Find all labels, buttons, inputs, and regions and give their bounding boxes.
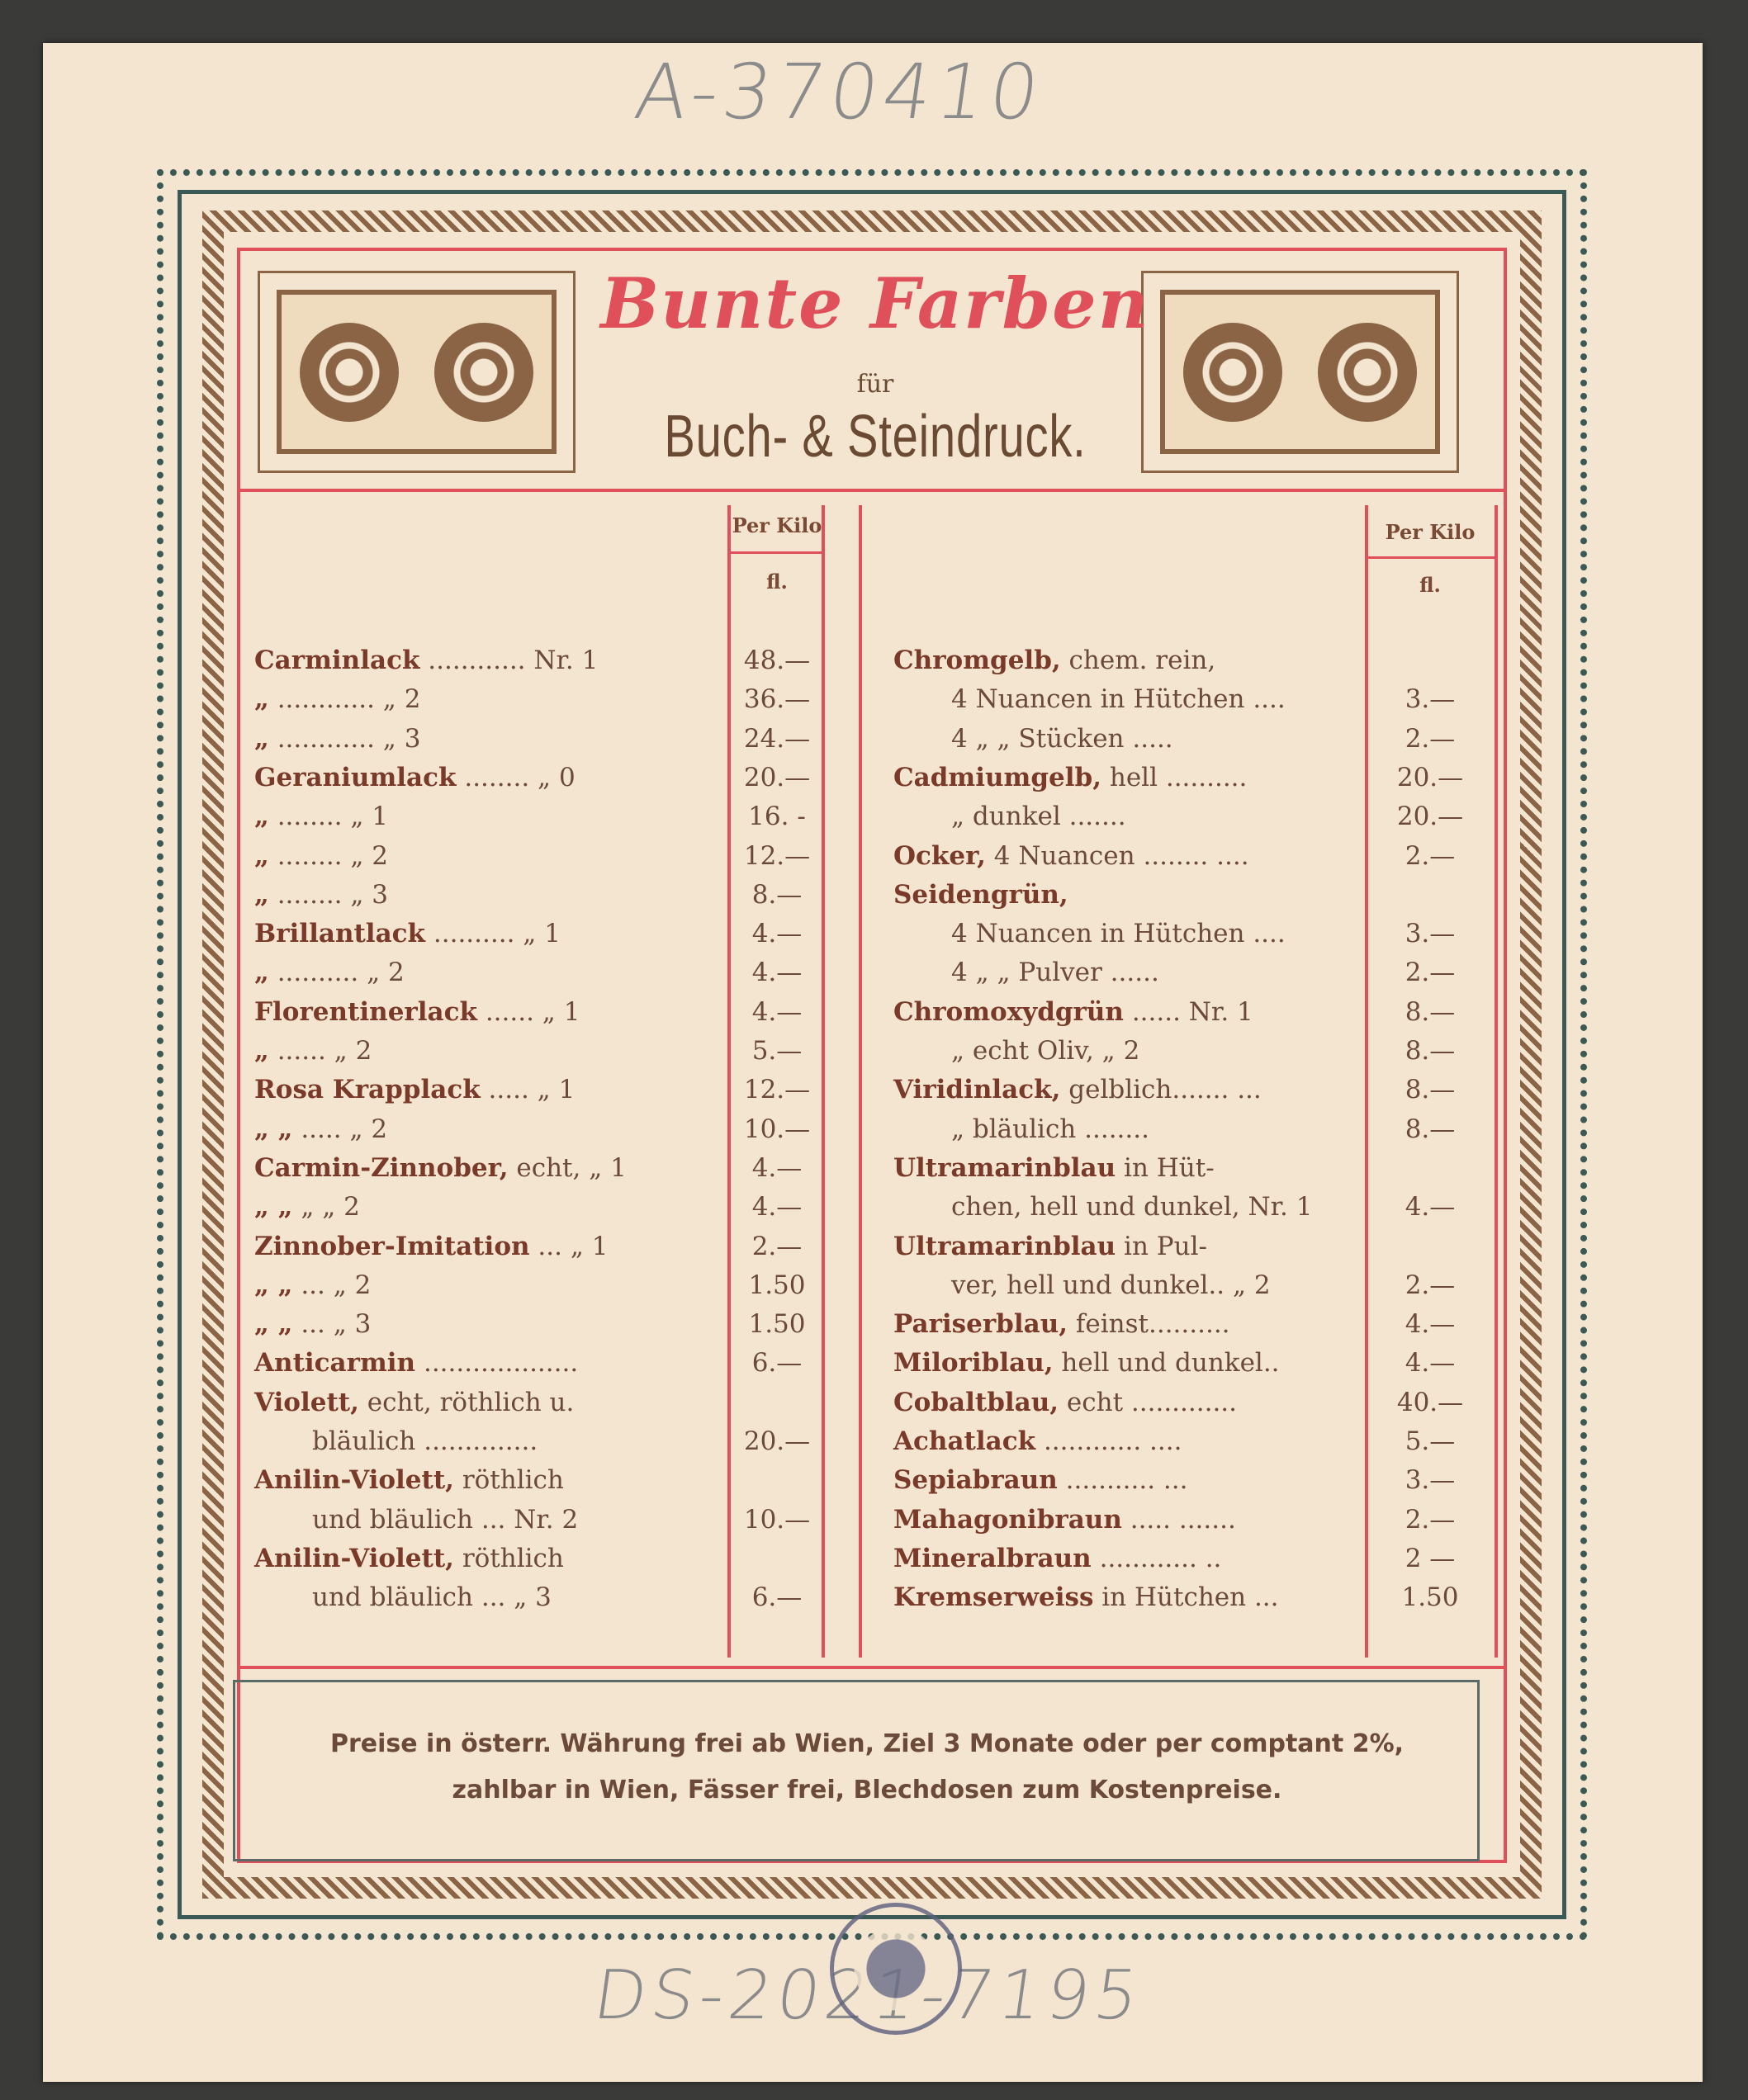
- item-detail: ............ „ 3: [268, 723, 421, 754]
- item-detail: in Hütchen ...: [1093, 1582, 1279, 1613]
- item-detail: ..... .......: [1121, 1504, 1236, 1535]
- list-item: [254, 880, 388, 919]
- item-price: 36.—: [743, 684, 811, 715]
- list-item: [254, 1192, 360, 1231]
- subtitle: Buch- & Steindruck.: [664, 404, 1087, 470]
- list-item: [893, 880, 1068, 919]
- item-detail: 4 Nuancen in Hütchen ....: [951, 919, 1286, 949]
- item-name: Miloriblau,: [893, 1348, 1054, 1379]
- item-name: Ultramarinblau: [893, 1152, 1116, 1183]
- item-detail: ........ „ 3: [268, 879, 389, 910]
- item-price: 20.—: [743, 762, 811, 792]
- item-price: 10.—: [743, 1504, 811, 1535]
- left-per-kilo-label: Per Kilo: [732, 513, 822, 537]
- item-price: 4.—: [751, 1192, 803, 1223]
- item-price: 1.50: [748, 1270, 806, 1300]
- item-name: Achatlack: [893, 1426, 1036, 1456]
- item-price: 48.—: [743, 646, 811, 675]
- item-price: 3.—: [1405, 684, 1456, 715]
- list-item: [254, 1232, 608, 1270]
- list-item: [893, 1232, 1207, 1270]
- rosette-icon: [434, 323, 533, 422]
- center-rule: [859, 505, 862, 1658]
- item-detail: ... „ 1: [529, 1231, 609, 1261]
- rosette-icon: [1318, 323, 1417, 422]
- item-detail: in Pul-: [1116, 1231, 1207, 1261]
- item-price: 5.—: [751, 1036, 803, 1066]
- item-price: 6.—: [751, 1582, 803, 1613]
- footer-terms: [248, 1721, 1486, 1814]
- rosette-icon: [1183, 323, 1282, 422]
- list-item: [254, 1153, 627, 1192]
- list-item: [254, 1309, 371, 1348]
- list-item: [893, 1505, 1236, 1544]
- list-item: [951, 1114, 1149, 1153]
- list-item: [893, 997, 1253, 1036]
- item-price: 3.—: [1405, 1465, 1456, 1496]
- right-unit-label: fl.: [1419, 573, 1441, 597]
- footer-line-1: Preise in österr. Währung frei ab Wien, Ziel 3 Monate oder per comptant 2%,: [329, 1729, 1405, 1758]
- list-item: [951, 724, 1173, 763]
- list-item: [893, 841, 1249, 880]
- list-item: [951, 958, 1159, 996]
- header-divider: [237, 489, 1507, 492]
- item-name: Violett,: [254, 1387, 359, 1417]
- item-name: Anilin-Violett,: [254, 1465, 454, 1496]
- right-price-rule-b: [1495, 505, 1498, 1658]
- item-name: Kremserweiss: [893, 1582, 1094, 1613]
- item-name: „ „: [254, 1114, 293, 1144]
- item-detail: ............ „ 2: [268, 684, 421, 715]
- item-detail: .......... „ 1: [425, 919, 561, 949]
- item-detail: und bläulich ... Nr. 2: [312, 1504, 579, 1535]
- footer-line-2: zahlbar in Wien, Fässer frei, Blechdosen zum Kostenpreise.: [452, 1776, 1282, 1804]
- item-detail: echt, röthlich u.: [358, 1387, 575, 1417]
- right-header-underline: [1365, 556, 1495, 559]
- item-name: Carmin-Zinnober,: [254, 1152, 509, 1183]
- item-detail: ..... „ 1: [480, 1075, 576, 1105]
- list-item: [254, 1465, 564, 1504]
- list-item: [254, 841, 388, 880]
- item-price: 20.—: [743, 1426, 811, 1456]
- item-price: 12.—: [743, 840, 811, 871]
- list-item: [951, 684, 1286, 723]
- item-price: 4.—: [1405, 1192, 1456, 1223]
- item-name: Seidengrün,: [893, 879, 1068, 910]
- item-detail: ...................: [415, 1348, 579, 1379]
- item-price: 4.—: [751, 919, 803, 949]
- item-detail: röthlich: [453, 1465, 564, 1496]
- item-detail: ... „ 3: [292, 1309, 372, 1340]
- list-item: [312, 1582, 552, 1621]
- item-price: 8.—: [1405, 996, 1456, 1027]
- item-price: 3.—: [1405, 919, 1456, 949]
- list-item: [951, 1192, 1312, 1231]
- list-item: [254, 1348, 578, 1387]
- item-name: Zinnober-Imitation: [254, 1231, 530, 1261]
- list-item: [893, 1309, 1230, 1348]
- item-price: 4.—: [751, 996, 803, 1027]
- list-item: [893, 1582, 1279, 1621]
- item-detail: ... „ 2: [292, 1270, 372, 1300]
- item-detail: ........ „ 2: [268, 840, 389, 871]
- item-price: 4.—: [1405, 1309, 1456, 1340]
- item-price: 4.—: [751, 958, 803, 988]
- item-detail: chen, hell und dunkel, Nr. 1: [951, 1192, 1313, 1223]
- list-item: [893, 1465, 1188, 1504]
- left-unit-label: fl.: [766, 570, 788, 594]
- item-name: „: [254, 802, 269, 832]
- item-detail: und bläulich ... „ 3: [312, 1582, 552, 1613]
- item-name: Mineralbraun: [893, 1543, 1092, 1573]
- ornament-left: [258, 271, 576, 473]
- item-name: „ „: [254, 1270, 293, 1300]
- item-detail: ...... „ 2: [268, 1036, 372, 1066]
- list-item: [254, 763, 576, 802]
- item-price: 10.—: [743, 1114, 811, 1144]
- item-name: Viridinlack,: [893, 1075, 1061, 1105]
- item-detail: 4 Nuancen in Hütchen ....: [951, 684, 1286, 715]
- item-name: Anilin-Violett,: [254, 1543, 454, 1573]
- item-name: Chromgelb,: [893, 646, 1061, 675]
- item-name: Brillantlack: [254, 919, 426, 949]
- archive-number-top: A-370410: [629, 48, 1049, 136]
- list-item: [951, 919, 1286, 958]
- item-name: Cadmiumgelb,: [893, 762, 1101, 792]
- item-name: Sepiabraun: [893, 1465, 1058, 1496]
- list-item: [254, 919, 561, 958]
- item-price: 8.—: [1405, 1036, 1456, 1066]
- item-detail: ...... „ 1: [476, 996, 580, 1027]
- item-price: 20.—: [1396, 802, 1464, 832]
- item-price: 16. -: [748, 802, 806, 832]
- item-detail: ........ „ 1: [268, 802, 389, 832]
- item-price: 40.—: [1396, 1387, 1464, 1417]
- footer-divider: [237, 1666, 1507, 1669]
- item-price: 20.—: [1396, 762, 1464, 792]
- item-name: „ „: [254, 1192, 293, 1223]
- list-item: [254, 646, 598, 684]
- item-detail: feinst..........: [1068, 1309, 1230, 1340]
- item-detail: ............ ....: [1035, 1426, 1182, 1456]
- list-item: [254, 1544, 564, 1582]
- item-name: „ „: [254, 1309, 293, 1340]
- item-name: „: [254, 879, 269, 910]
- item-price: 4.—: [1405, 1348, 1456, 1379]
- list-item: [951, 802, 1126, 840]
- item-name: Carminlack: [254, 646, 420, 675]
- item-price: 2 —: [1405, 1543, 1456, 1573]
- item-detail: ........ „ 0: [456, 762, 576, 792]
- item-name: Ultramarinblau: [893, 1231, 1116, 1261]
- rosette-icon: [300, 323, 399, 422]
- list-item: [893, 1544, 1221, 1582]
- item-detail: 4 „ „ Stücken .....: [951, 723, 1173, 754]
- item-price: 1.50: [1401, 1582, 1459, 1613]
- item-detail: ............ Nr. 1: [419, 646, 599, 675]
- item-detail: chem. rein,: [1060, 646, 1216, 675]
- item-name: Ocker,: [893, 840, 986, 871]
- list-item: [254, 724, 420, 763]
- item-price: 2.—: [1405, 723, 1456, 754]
- item-detail: gelblich....... ...: [1060, 1075, 1262, 1105]
- right-per-kilo-label: Per Kilo: [1385, 520, 1476, 544]
- list-item: [893, 763, 1247, 802]
- item-detail: ............ ..: [1091, 1543, 1222, 1573]
- list-item: [254, 1388, 574, 1426]
- title-connector: für: [856, 370, 894, 399]
- item-name: Anticarmin: [254, 1348, 416, 1379]
- list-item: [951, 1270, 1271, 1309]
- list-item: [254, 1114, 387, 1153]
- item-detail: echt .............: [1059, 1387, 1238, 1417]
- item-detail: echt, „ 1: [508, 1152, 627, 1183]
- item-price: 2.—: [1405, 1504, 1456, 1535]
- item-price: 2.—: [751, 1231, 803, 1261]
- item-price: 2.—: [1405, 840, 1456, 871]
- item-name: „: [254, 684, 269, 715]
- list-item: [254, 802, 388, 840]
- item-detail: „ echt Oliv, „ 2: [951, 1036, 1140, 1066]
- list-item: [893, 1388, 1237, 1426]
- item-detail: hell ..........: [1101, 762, 1248, 792]
- item-detail: ..... „ 2: [292, 1114, 388, 1144]
- item-name: „: [254, 723, 269, 754]
- list-item: [893, 646, 1215, 684]
- item-name: Pariserblau,: [893, 1309, 1068, 1340]
- item-price: 2.—: [1405, 958, 1456, 988]
- list-item: [312, 1505, 578, 1544]
- item-detail: 4 Nuancen ........ ....: [985, 840, 1249, 871]
- list-item: [254, 958, 405, 996]
- item-price: 12.—: [743, 1075, 811, 1105]
- list-item: [254, 1036, 372, 1075]
- item-price: 8.—: [751, 879, 803, 910]
- item-detail: ........... ...: [1057, 1465, 1188, 1496]
- item-price: 8.—: [1405, 1075, 1456, 1105]
- item-detail: in Hüt-: [1116, 1152, 1215, 1183]
- list-item: [893, 1426, 1182, 1465]
- item-name: Geraniumlack: [254, 762, 457, 792]
- ornament-right: [1141, 271, 1459, 473]
- item-detail: hell und dunkel..: [1053, 1348, 1280, 1379]
- item-detail: bläulich ..............: [312, 1426, 538, 1456]
- item-name: „: [254, 840, 269, 871]
- item-detail: ver, hell und dunkel.. „ 2: [951, 1270, 1271, 1300]
- item-price: 8.—: [1405, 1114, 1456, 1144]
- item-detail: „ dunkel .......: [951, 802, 1126, 832]
- item-detail: 4 „ „ Pulver ......: [951, 958, 1159, 988]
- item-price: 6.—: [751, 1348, 803, 1379]
- item-detail: röthlich: [453, 1543, 564, 1573]
- list-item: [254, 684, 420, 723]
- item-detail: .......... „ 2: [268, 958, 405, 988]
- item-price: 5.—: [1405, 1426, 1456, 1456]
- item-detail: „ „ 2: [292, 1192, 360, 1223]
- item-price: 2.—: [1405, 1270, 1456, 1300]
- item-price: 1.50: [748, 1309, 806, 1340]
- item-price: 4.—: [751, 1152, 803, 1183]
- item-name: Rosa Krapplack: [254, 1075, 481, 1105]
- list-item: [254, 1270, 371, 1309]
- item-name: Cobaltblau,: [893, 1387, 1059, 1417]
- item-name: „: [254, 1036, 269, 1066]
- list-item: [951, 1036, 1139, 1075]
- list-item: [254, 1075, 575, 1114]
- item-detail: „ bläulich ........: [951, 1114, 1149, 1144]
- list-item: [254, 997, 580, 1036]
- list-item: [893, 1075, 1262, 1114]
- list-item: [893, 1153, 1215, 1192]
- item-name: Chromoxydgrün: [893, 996, 1124, 1027]
- list-item: [312, 1426, 538, 1465]
- list-item: [893, 1348, 1280, 1387]
- title: Bunte Farben: [600, 262, 1150, 344]
- item-price: 24.—: [743, 723, 811, 754]
- item-name: Mahagonibraun: [893, 1504, 1122, 1535]
- library-stamp: [830, 1903, 962, 2035]
- left-header-underline: [727, 551, 825, 554]
- item-detail: ...... Nr. 1: [1123, 996, 1253, 1027]
- item-name: „: [254, 958, 269, 988]
- item-name: Florentinerlack: [254, 996, 477, 1027]
